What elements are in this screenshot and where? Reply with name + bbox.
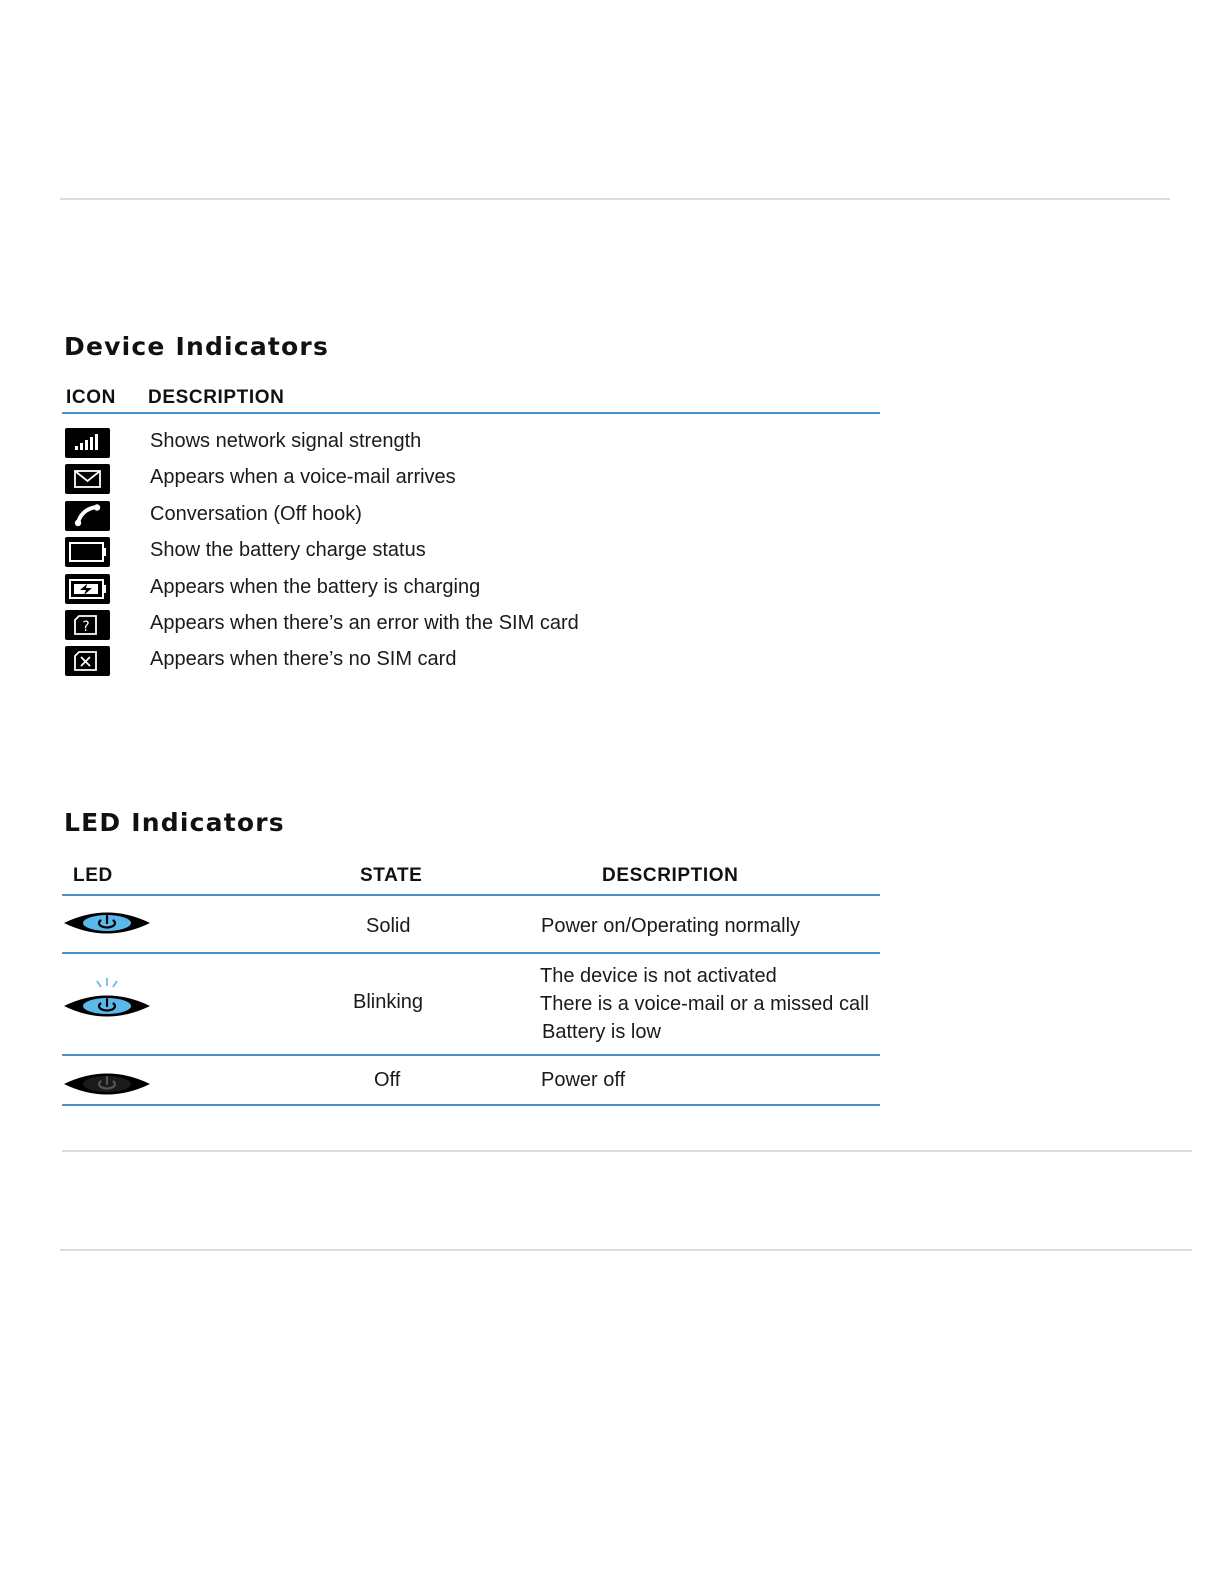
led-description-line: Battery is low	[542, 1021, 661, 1043]
power-led-off-icon	[62, 1069, 152, 1099]
power-led-solid-icon	[62, 908, 152, 938]
state-column-header: STATE	[360, 865, 423, 886]
led-description-line: Power on/Operating normally	[541, 915, 801, 937]
device-header-rule	[62, 412, 880, 414]
battery-icon	[65, 537, 110, 567]
battery-charging-description: Appears when the battery is charging	[150, 576, 481, 598]
device-indicators-title: Device Indicators	[64, 332, 330, 361]
led-description-line: There is a voice-mail or a missed call	[540, 993, 869, 1015]
no-sim-description: Appears when there’s no SIM card	[150, 648, 457, 670]
device-indicator-row	[65, 501, 880, 533]
led-row-rule	[62, 952, 880, 954]
description-column-header: DESCRIPTION	[148, 387, 285, 408]
led-row-rule	[62, 1054, 880, 1056]
sim-error-description: Appears when there’s an error with the SIM card	[150, 612, 579, 634]
phone-handset-icon	[65, 501, 110, 531]
signal-strength-description: Shows network signal strength	[150, 430, 422, 452]
top-divider	[60, 198, 1170, 200]
device-indicator-row	[65, 537, 880, 569]
led-state-off: Off	[374, 1069, 401, 1091]
led-indicators-title: LED Indicators	[64, 808, 285, 837]
battery-status-description: Show the battery charge status	[150, 539, 426, 561]
off-hook-description: Conversation (Off hook)	[150, 503, 362, 525]
footer-divider-upper	[62, 1150, 1192, 1152]
voicemail-envelope-icon	[65, 464, 110, 494]
power-led-blinking-icon	[62, 976, 152, 1028]
no-sim-icon	[65, 646, 110, 676]
led-description-line: The device is not activated	[540, 965, 777, 987]
led-description-column-header: DESCRIPTION	[602, 865, 739, 886]
footer-divider-lower	[60, 1249, 1192, 1251]
voicemail-description: Appears when a voice-mail arrives	[150, 466, 456, 488]
sim-error-icon	[65, 610, 110, 640]
signal-strength-icon	[65, 428, 110, 458]
led-header-rule	[62, 894, 880, 896]
device-indicator-row	[65, 574, 880, 606]
battery-charging-icon	[65, 574, 110, 604]
device-indicator-row	[65, 428, 880, 460]
led-column-header: LED	[73, 865, 113, 886]
device-indicator-row	[65, 464, 880, 496]
led-description-line: Power off	[541, 1069, 626, 1091]
led-state-blinking: Blinking	[353, 991, 424, 1013]
led-table-bottom-rule	[62, 1104, 880, 1106]
led-state-solid: Solid	[366, 915, 411, 937]
device-indicator-row	[65, 646, 880, 678]
device-indicator-row	[65, 610, 880, 642]
icon-column-header: ICON	[66, 387, 116, 408]
svg-text:?: ?	[82, 619, 90, 635]
